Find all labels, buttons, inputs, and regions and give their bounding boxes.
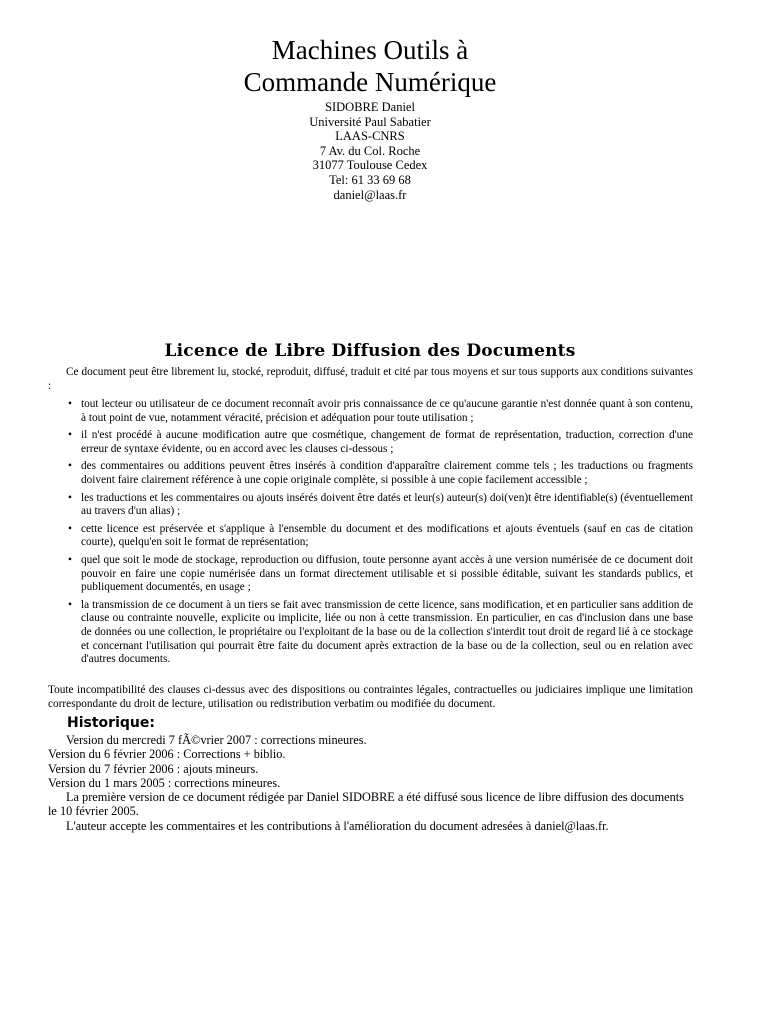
list-item (67, 398, 693, 425)
author-lab: LAAS-CNRS (335, 129, 405, 144)
list-item (67, 429, 693, 456)
list-item-text: quel que soit le mode de stockage, reproduction ou diffusion, toute personne ayant accès à une version numérisée de ce document doit pouvoir en faire une copie numérisée dans un format directement utilisable et si possible éditable, suivant les standards publics, et publiquement documentés, en usage ; (81, 553, 693, 594)
bullet-icon: • (68, 522, 72, 535)
bullet-icon: • (68, 491, 72, 504)
licence-title: Licence de Libre Diffusion des Documents (164, 341, 576, 361)
history-line: Version du 6 février 2006 : Corrections + biblio. (48, 747, 286, 762)
author-tel: Tel: 61 33 69 68 (329, 172, 411, 187)
list-item-text: les traductions et les commentaires ou ajouts insérés doivent être datés et leur(s) auteur(s) doi(ven)t être identifiable(s) (éventuellement au travers d'un alias) ; (81, 491, 693, 518)
title-line-1: Machines Outils à (271, 35, 469, 65)
list-item (67, 523, 693, 550)
author-name: SIDOBRE Daniel (325, 100, 415, 114)
historique-body (48, 733, 693, 833)
historique-title: Historique: (67, 715, 155, 731)
author-university: Université Paul Sabatier (309, 114, 431, 129)
list-item-text: tout lecteur ou utilisateur de ce document reconnaît avoir pris connaissance de ce qu'aucune garantie n'est donnée quant à son contenu, à tout point de vue, notamment véracité, précision et adéquation pour toute utilisation ; (81, 398, 693, 424)
bullet-icon: • (68, 429, 72, 442)
licence-outro: Toute incompatibilité des clauses ci-dessus avec des dispositions ou contraintes légales, contractuelles ou judiciaires implique une limitation correspondante du droit de lecture, utilisation ou redistribution verbatim ou modifiée du document. (48, 684, 693, 710)
author-city: 31077 Toulouse Cedex (312, 158, 428, 173)
list-item-text: il n'est procédé à aucune modification autre que cosmétique, changement de format de représentation, traduction, correction d'une erreur de syntaxe évidente, ou en accord avec les clauses ci-dessous ; (81, 429, 693, 455)
list-item (67, 492, 693, 519)
title-line-2: Commande Numérique (243, 67, 497, 97)
list-item-text: la transmission de ce document à un tiers se fait avec transmission de cette licence, sans modification, et en particulier sans addition de clause ou contrainte nouvelle, explicite ou implicite, liée ou non à cette transmission. En particulier, en cas d'inclusion dans une base de données ou une collection, le propriétaire ou l'exploitant de la base ou de la collection s'interdit tout droit de regard lié à ce stockage et concernant l'utilisation qui pourrait être faite du document après extraction de la base ou de la collection, seul ou en relation avec d'autres documents. (81, 598, 693, 666)
history-line: Version du 7 février 2006 : ajouts mineurs. (48, 761, 259, 776)
author-street: 7 Av. du Col. Roche (319, 143, 421, 158)
list-item (67, 460, 693, 487)
history-paragraph: La première version de ce document rédigée par Daniel SIDOBRE a été diffusé sous licence de libre diffusion des documents le 10 février 2005. (48, 790, 684, 819)
bullet-icon: • (68, 553, 72, 566)
document-title (0, 34, 740, 98)
history-line: Version du 1 mars 2005 : corrections mineures. (48, 775, 281, 790)
list-item-text: cette licence est préservée et s'applique à l'ensemble du document et des modifications et ajouts éventuels (sauf en cas de citation courte), quelqu'en soit le format de représentation; (81, 522, 693, 549)
bullet-icon: • (68, 460, 72, 473)
author-email: daniel@laas.fr (333, 187, 407, 202)
licence-intro: Ce document peut être librement lu, stocké, reproduit, diffusé, traduit et cité par tous moyens et sur tous supports aux conditions suivantes : (48, 366, 693, 392)
list-item (67, 599, 693, 667)
bullet-icon: • (68, 398, 72, 410)
bullet-icon: • (68, 598, 72, 611)
history-paragraph: L'auteur accepte les commentaires et les contributions à l'amélioration du document adresées à daniel@laas.fr. (66, 818, 609, 833)
author-block (0, 100, 740, 202)
list-item-text: des commentaires ou additions peuvent êtres insérés à condition d'apparaître clairement comme tels ; les traductions ou fragments doivent faire clairement référence à une copie originale complète, si possible à une copie facilement accessible ; (81, 460, 693, 486)
list-item (67, 554, 693, 595)
history-line: Version du mercredi 7 fÃ©vrier 2007 : corrections mineures. (66, 733, 367, 747)
licence-conditions-list (67, 398, 693, 671)
